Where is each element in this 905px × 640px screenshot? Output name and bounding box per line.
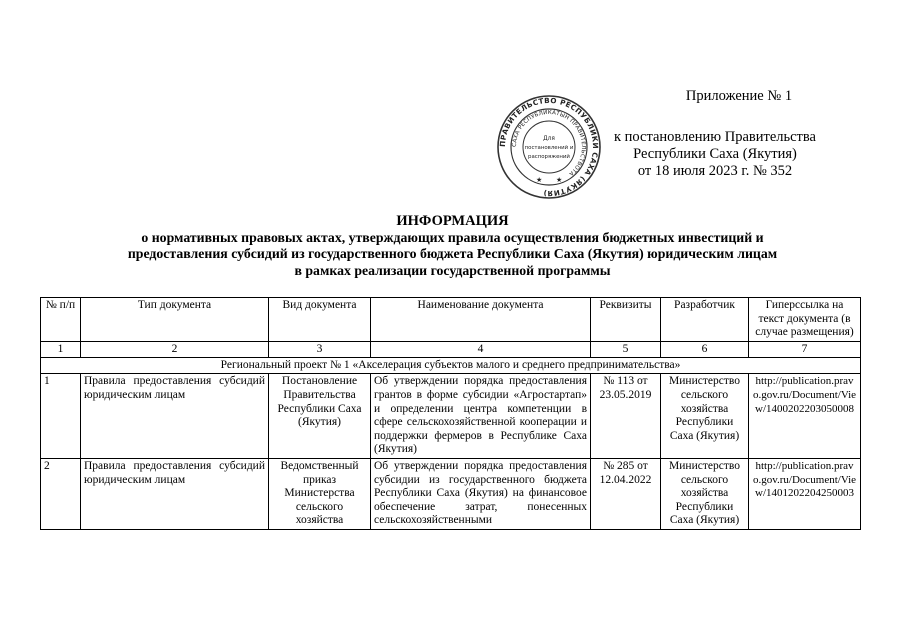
stamp-outer-text: ПРАВИТЕЛЬСТВО РЕСПУБЛИКИ САХА (ЯКУТИЯ) [497, 95, 601, 199]
section-row [41, 357, 861, 374]
stamp-center-line-2: постановлений и [524, 145, 574, 151]
column-number-cell: 4 [371, 341, 591, 357]
column-number-cell: 7 [749, 341, 861, 357]
document-name-cell: Об утверждении порядка предоставления субсидии из государственного бюджета Республики Саха (Якутия) на финансовое обеспечение затрат, понесенных сельскохозяйственными [371, 458, 591, 529]
legal-acts-table [40, 297, 861, 530]
document-link[interactable]: http://publication.pravo.gov.ru/Document/View/1400202203050008 [749, 374, 861, 459]
title-line-3: в рамках реализации государственной программы [294, 262, 611, 278]
table-row [41, 458, 861, 529]
header-cell: Вид документа [269, 298, 371, 342]
header-cell: № п/п [41, 298, 81, 342]
column-number-cell: 2 [81, 341, 269, 357]
column-number-cell: 6 [661, 341, 749, 357]
appendix-header [590, 88, 840, 180]
stamp-star-icon: ★ [556, 176, 563, 184]
table-header-row [41, 298, 861, 342]
header-cell: Наименование документа [371, 298, 591, 342]
document-kind-cell: Постановление Правительства Республики Саха (Якутия) [269, 374, 371, 459]
title-line-1: о нормативных правовых актах, утверждающих правила осуществления бюджетных инвестиций и [141, 229, 764, 245]
title-line-2: предоставления субсидий из государственного бюджета Республики Саха (Якутия) юридическим лицам [127, 246, 778, 261]
stamp-center-line-3: распоряжений [528, 154, 570, 160]
header-cell: Гиперссылка на текст документа (в случае размещения) [749, 298, 861, 342]
document-link[interactable]: http://publication.pravo.gov.ru/Document/View/1401202204250003 [749, 458, 861, 529]
document-name-cell: Об утверждении порядка предоставления грантов в форме субсидии «Агростартап» и определении центра компетенции в сфере сельскохозяйственной кооперации и поддержки фермеров в Республике Саха (Якутия) [371, 374, 591, 459]
header-cell: Разработчик [661, 298, 749, 342]
column-number-cell: 1 [41, 341, 81, 357]
document-details-cell: № 285 от 12.04.2022 [591, 458, 661, 529]
appendix-line-3: от 18 июля 2023 г. № 352 [637, 163, 793, 179]
document-kind-cell: Ведомственный приказ Министерства сельского хозяйства [269, 458, 371, 529]
header-cell: Тип документа [81, 298, 269, 342]
official-seal-stamp [496, 94, 602, 200]
column-number-cell: 5 [591, 341, 661, 357]
row-number-cell: 2 [41, 458, 81, 529]
document-type-cell: Правила предоставления субсидий юридическим лицам [81, 458, 269, 529]
developer-cell: Министерство сельского хозяйства Республики Саха (Якутия) [661, 458, 749, 529]
title-main: ИНФОРМАЦИЯ [396, 213, 509, 229]
stamp-center-line-1: Для [543, 136, 555, 142]
appendix-line-2: Республики Саха (Якутия) [633, 146, 797, 162]
stamp-inner-text: САХА РЕСПУБЛИКАТЫН ПРАВИТЕЛЬСТВОТА [511, 109, 587, 177]
document-type-cell: Правила предоставления субсидий юридическим лицам [81, 374, 269, 459]
row-number-cell: 1 [41, 374, 81, 459]
stamp-star-icon: ★ [536, 176, 543, 184]
developer-cell: Министерство сельского хозяйства Республики Саха (Якутия) [661, 374, 749, 459]
appendix-number: Приложение № 1 [685, 88, 793, 104]
document-details-cell: № 113 от 23.05.2019 [591, 374, 661, 459]
column-number-cell: 3 [269, 341, 371, 357]
section-title: Региональный проект № 1 «Акселерация субъектов малого и среднего предпринимательства» [41, 357, 861, 374]
column-number-row [41, 341, 861, 357]
appendix-line-1: к постановлению Правительства [614, 129, 816, 145]
table-row [41, 374, 861, 459]
header-cell: Реквизиты [591, 298, 661, 342]
document-title [60, 213, 845, 279]
